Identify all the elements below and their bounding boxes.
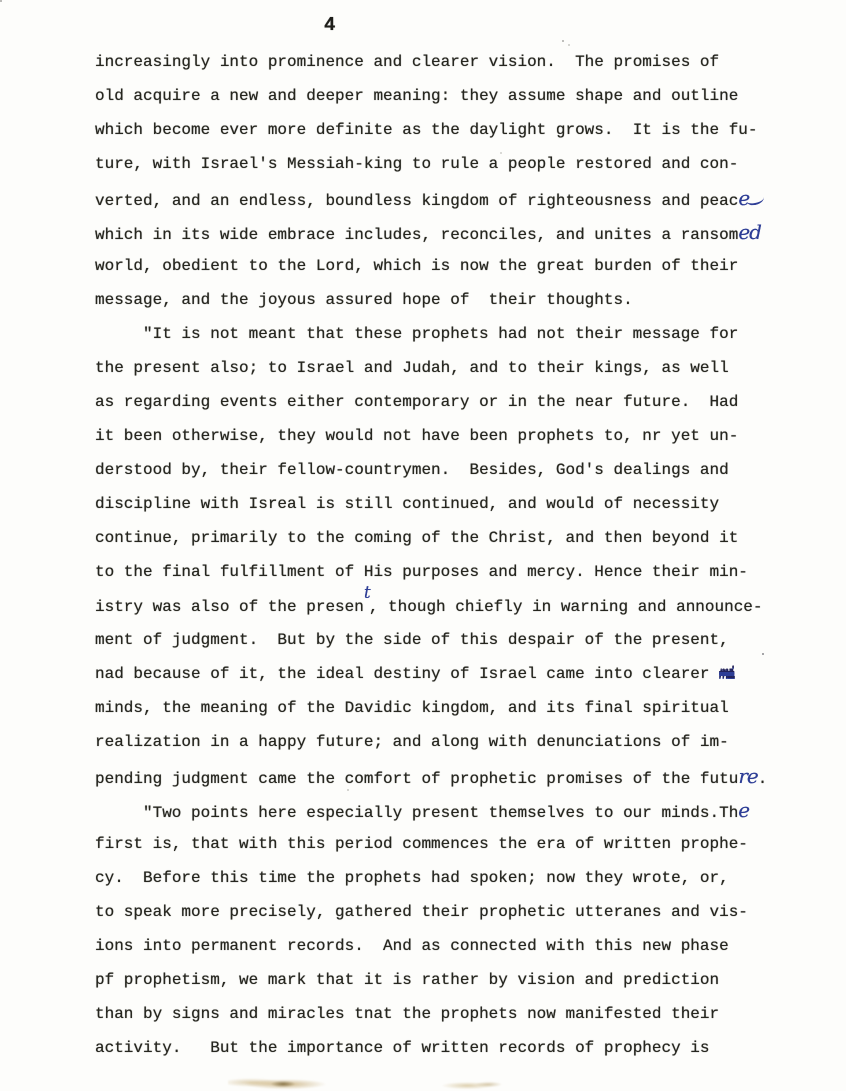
typed-text: which in its wide embrace includes, reconciles, and unites a ransom (95, 226, 739, 244)
typed-text: discipline with Isreal is still continued, and would of necessity (95, 495, 720, 513)
text-line (95, 385, 795, 419)
handwritten-ink-correction: ed (738, 220, 761, 244)
handwritten-ink-correction: re (738, 764, 758, 788)
text-line (95, 283, 795, 317)
text-line (95, 419, 795, 453)
typed-text: continue, primarily to the coming of the Christ, and then beyond it (95, 529, 739, 547)
typed-text: "It is not meant that these prophets had not their message for (143, 325, 739, 343)
text-line (95, 827, 795, 861)
typed-text: nad because of it, the ideal destiny of Israel came into clearer (95, 665, 720, 683)
typed-text: derstood by, their fellow-countrymen. Besides, God's dealings and (95, 461, 729, 479)
typed-text: it been otherwise, they would not have been prophets to, nr yet un- (95, 427, 739, 445)
typed-text: ment of judgment. But by the side of this despair of the present, (95, 631, 729, 649)
typed-text: minds, the meaning of the Davidic kingdom, and its final spiritual (95, 699, 729, 717)
ink-strikethrough-correction: mi (719, 665, 735, 683)
text-line (95, 691, 795, 725)
text-line (95, 453, 795, 487)
text-block (95, 45, 795, 1065)
text-line (95, 79, 795, 113)
text-line (95, 657, 795, 691)
typed-text: . (757, 770, 768, 788)
text-line (95, 861, 795, 895)
text-line (95, 963, 795, 997)
text-line (95, 113, 795, 147)
bottom-stain-left (228, 1074, 343, 1091)
typed-text: verted, and an endless, boundless kingdom of righteousness and peac (95, 192, 739, 210)
text-line (95, 317, 795, 351)
text-line (95, 623, 795, 657)
handwritten-ink-correction: t (363, 583, 370, 603)
bottom-stain-right (425, 1079, 510, 1091)
text-line (95, 725, 795, 759)
typed-text: activity. But the importance of written records of prophecy is (95, 1039, 710, 1057)
typed-text: pending judgment came the comfort of prophetic promises of the futu (95, 770, 739, 788)
text-line (95, 521, 795, 555)
text-line (95, 895, 795, 929)
typed-text: which become ever more definite as the daylight grows. It is the fu- (95, 121, 758, 139)
text-line (95, 997, 795, 1031)
text-line (95, 555, 795, 589)
page-number: 4 (324, 14, 336, 36)
typed-text: than by signs and miracles tnat the prophets now manifested their (95, 1005, 720, 1023)
text-line (95, 793, 795, 827)
typed-text: istry was also of the presen (95, 598, 364, 616)
typed-text: to the final fulfillment of His purposes and mercy. Hence their min- (95, 563, 748, 581)
text-line (95, 1031, 795, 1065)
text-line (95, 215, 795, 249)
text-line (95, 759, 795, 793)
typed-text: realization in a happy future; and along with denunciations of im- (95, 733, 729, 751)
typed-text: "Two points here especially present themselves to our minds.Th (143, 804, 739, 822)
text-line (95, 147, 795, 181)
handwritten-ink-correction: e (738, 798, 750, 822)
typed-text: ture, with Israel's Messiah-king to rule a people restored and con- (95, 155, 739, 173)
typed-text: as regarding events either contemporary or in the near future. Had (95, 393, 739, 411)
typed-text: first is, that with this period commences the era of written prophe- (95, 835, 748, 853)
text-line (95, 249, 795, 283)
text-line (95, 351, 795, 385)
typed-text: old acquire a new and deeper meaning: they assume shape and outline (95, 87, 739, 105)
typed-text: , though chiefly in warning and announce- (368, 598, 763, 616)
text-line (95, 181, 795, 215)
handwritten-ink-correction: e (738, 186, 764, 210)
text-line (95, 929, 795, 963)
typed-text: world, obedient to the Lord, which is now the great burden of their (95, 257, 739, 275)
typed-text: increasingly into prominence and clearer vision. The promises of (95, 53, 720, 71)
typed-text: the present also; to Israel and Judah, and to their kings, as well (95, 359, 729, 377)
scan-noise-specks (0, 0, 2, 2)
typed-text: message, and the joyous assured hope of their thoughts. (95, 291, 633, 309)
typed-text: cy. Before this time the prophets had spoken; now they wrote, or, (95, 869, 729, 887)
text-line (95, 583, 795, 623)
text-line (95, 45, 795, 79)
typed-text: ions into permanent records. And as connected with this new phase (95, 937, 729, 955)
typed-text: pf prophetism, we mark that it is rather by vision and prediction (95, 971, 720, 989)
typed-text: to speak more precisely, gathered their prophetic utteranes and vis- (95, 903, 748, 921)
text-line (95, 487, 795, 521)
